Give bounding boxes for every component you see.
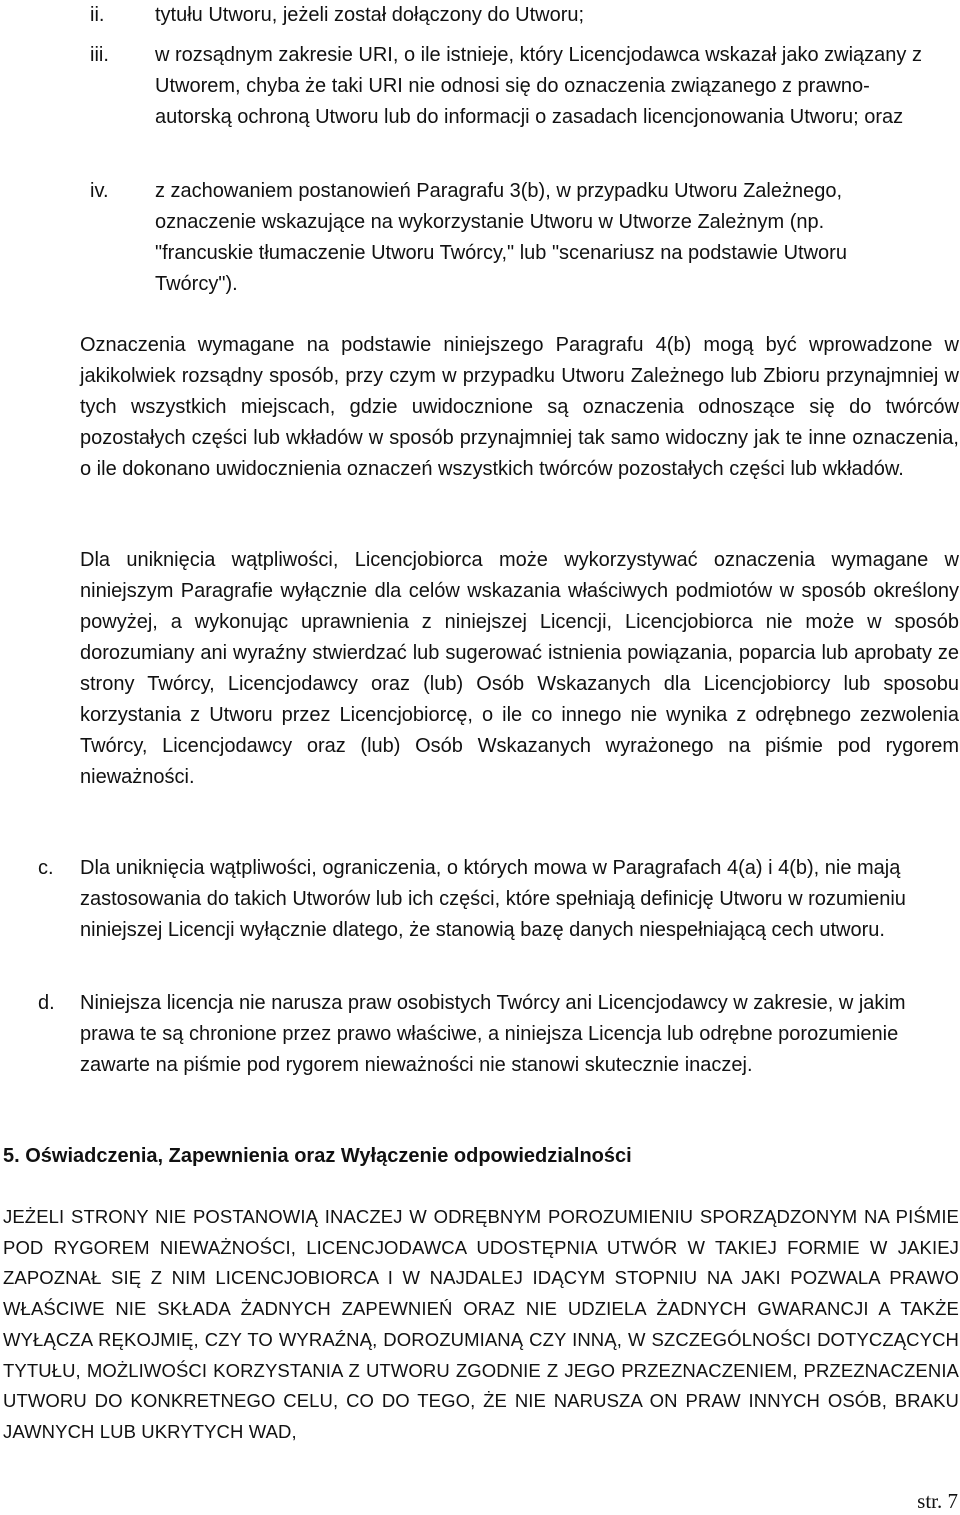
- list-item-text: w rozsądnym zakresie URI, o ile istnieje, który Licencjodawca wskazał jako związany z Utworem, chyba że taki URI nie odnosi się do oznaczenia związanego z prawno-autorską ochroną Utworu lub do informacji o zasadach licencjonowania Utworu; oraz: [155, 44, 922, 128]
- disclaimer-paragraph: JEŻELI STRONY NIE POSTANOWIĄ INACZEJ W ODRĘBNYM POROZUMIENIU SPORZĄDZONYM NA PIŚMIE POD RYGOREM NIEWAŻNOŚCI, LICENCJODAWCA UDOSTĘPNIA UTWÓR W TAKIEJ FORMIE W JAKIEJ ZAPOZNAŁ SIĘ Z NIM LICENCJOBIORCA I W NAJDALEJ IDĄCYM STOPNIU NA JAKI POZWALA PRAWO WŁAŚCIWE NIE SKŁADA ŻADNYCH ZAPEWNIEŃ ORAZ NIE UDZIELA ŻADNYCH GWARANCJI A TAKŻE WYŁĄCZA RĘKOJMIĘ, CZY TO WYRAŹNĄ, DOROZUMIANĄ CZY INNĄ, W SZCZEGÓLNOŚCI DOTYCZĄCYCH TYTUŁU, MOŻLIWOŚCI KORZYSTANIA Z UTWORU ZGODNIE Z JEGO PRZEZNACZENIEM, PRZEZNACZENIA UTWORU DO KONKRETNEGO CELU, CO DO TEGO, ŻE NIE NARUSZA ON PRAW INNYCH OSÓB, BRAKU JAWNYCH LUB UKRYTYCH WAD,: [3, 1206, 959, 1442]
- list-marker: ii.: [90, 4, 105, 26]
- list-item-text: Niniejsza licencja nie narusza praw osobistych Twórcy ani Licencjodawcy w zakresie, w jakim prawa te są chronione przez prawo właściwe, a niniejsza Licencja lub odrębne porozumienie zawarte na piśmie pod rygorem nieważności nie stanowi skutecznie inaczej.: [80, 992, 906, 1076]
- list-item-text: z zachowaniem postanowień Paragrafu 3(b), w przypadku Utworu Zależnego, oznaczenie wskazujące na wykorzystanie Utworu w Utworze Zależnym (np. "francuskie tłumaczenie Utworu Twórcy," lub "scenariusz na podstawie Utworu Twórcy").: [155, 180, 847, 295]
- paragraph-clarification: Dla uniknięcia wątpliwości, Licencjobiorca może wykorzystywać oznaczenia wymagane w niniejszym Paragrafie wyłącznie dla celów wskazania właściwych podmiotów w sposób określony powyżej, a wykonując uprawnienia z niniejszej Licencji, Licencjobiorca nie może w sposób dorozumiany ani wyraźny stwierdzać lub sugerować istnienia powiązania, poparcia lub aprobaty ze strony Twórcy, Licencjodawcy oraz (lub) Osób Wskazanych dla Licencjobiorcy lub sposobu korzystania z Utworu przez Licencjobiorcę, o ile co innego nie wynika z odrębnego zezwolenia Twórcy, Licencjodawcy oraz (lub) Osób Wskazanych wyrażonego na piśmie pod rygorem nieważności.: [80, 549, 959, 788]
- list-item-text: Dla uniknięcia wątpliwości, ograniczenia, o których mowa w Paragrafach 4(a) i 4(b), nie mają zastosowania do takich Utworów lub ich części, które spełniają definicję Utworu w rozumieniu niniejszej Licencji wyłącznie dlatego, że stanowią bazę danych niespełniającą cech utworu.: [80, 857, 906, 941]
- list-marker: d.: [38, 992, 55, 1014]
- list-item-text: tytułu Utworu, jeżeli został dołączony do Utworu;: [155, 4, 585, 26]
- list-marker: iv.: [90, 180, 109, 202]
- paragraph-attribution-notices: Oznaczenia wymagane na podstawie niniejszego Paragrafu 4(b) mogą być wprowadzone w jakikolwiek rozsądny sposób, przy czym w przypadku Utworu Zależnego lub Zbioru przynajmniej w tych wszystkich miejscach, gdzie uwidocznione są oznaczenia odnoszące się do twórców pozostałych części lub wkładów w sposób przynajmniej tak samo widoczny jak te inne oznaczenia, o ile dokonano uwidocznienia oznaczeń wszystkich twórców pozostałych części lub wkładów.: [80, 334, 959, 480]
- list-marker: c.: [38, 857, 54, 879]
- section-heading: 5. Oświadczenia, Zapewnienia oraz Wyłączenie odpowiedzialności: [3, 1145, 632, 1167]
- list-marker: iii.: [90, 44, 109, 66]
- page-number: str. 7: [917, 1489, 958, 1513]
